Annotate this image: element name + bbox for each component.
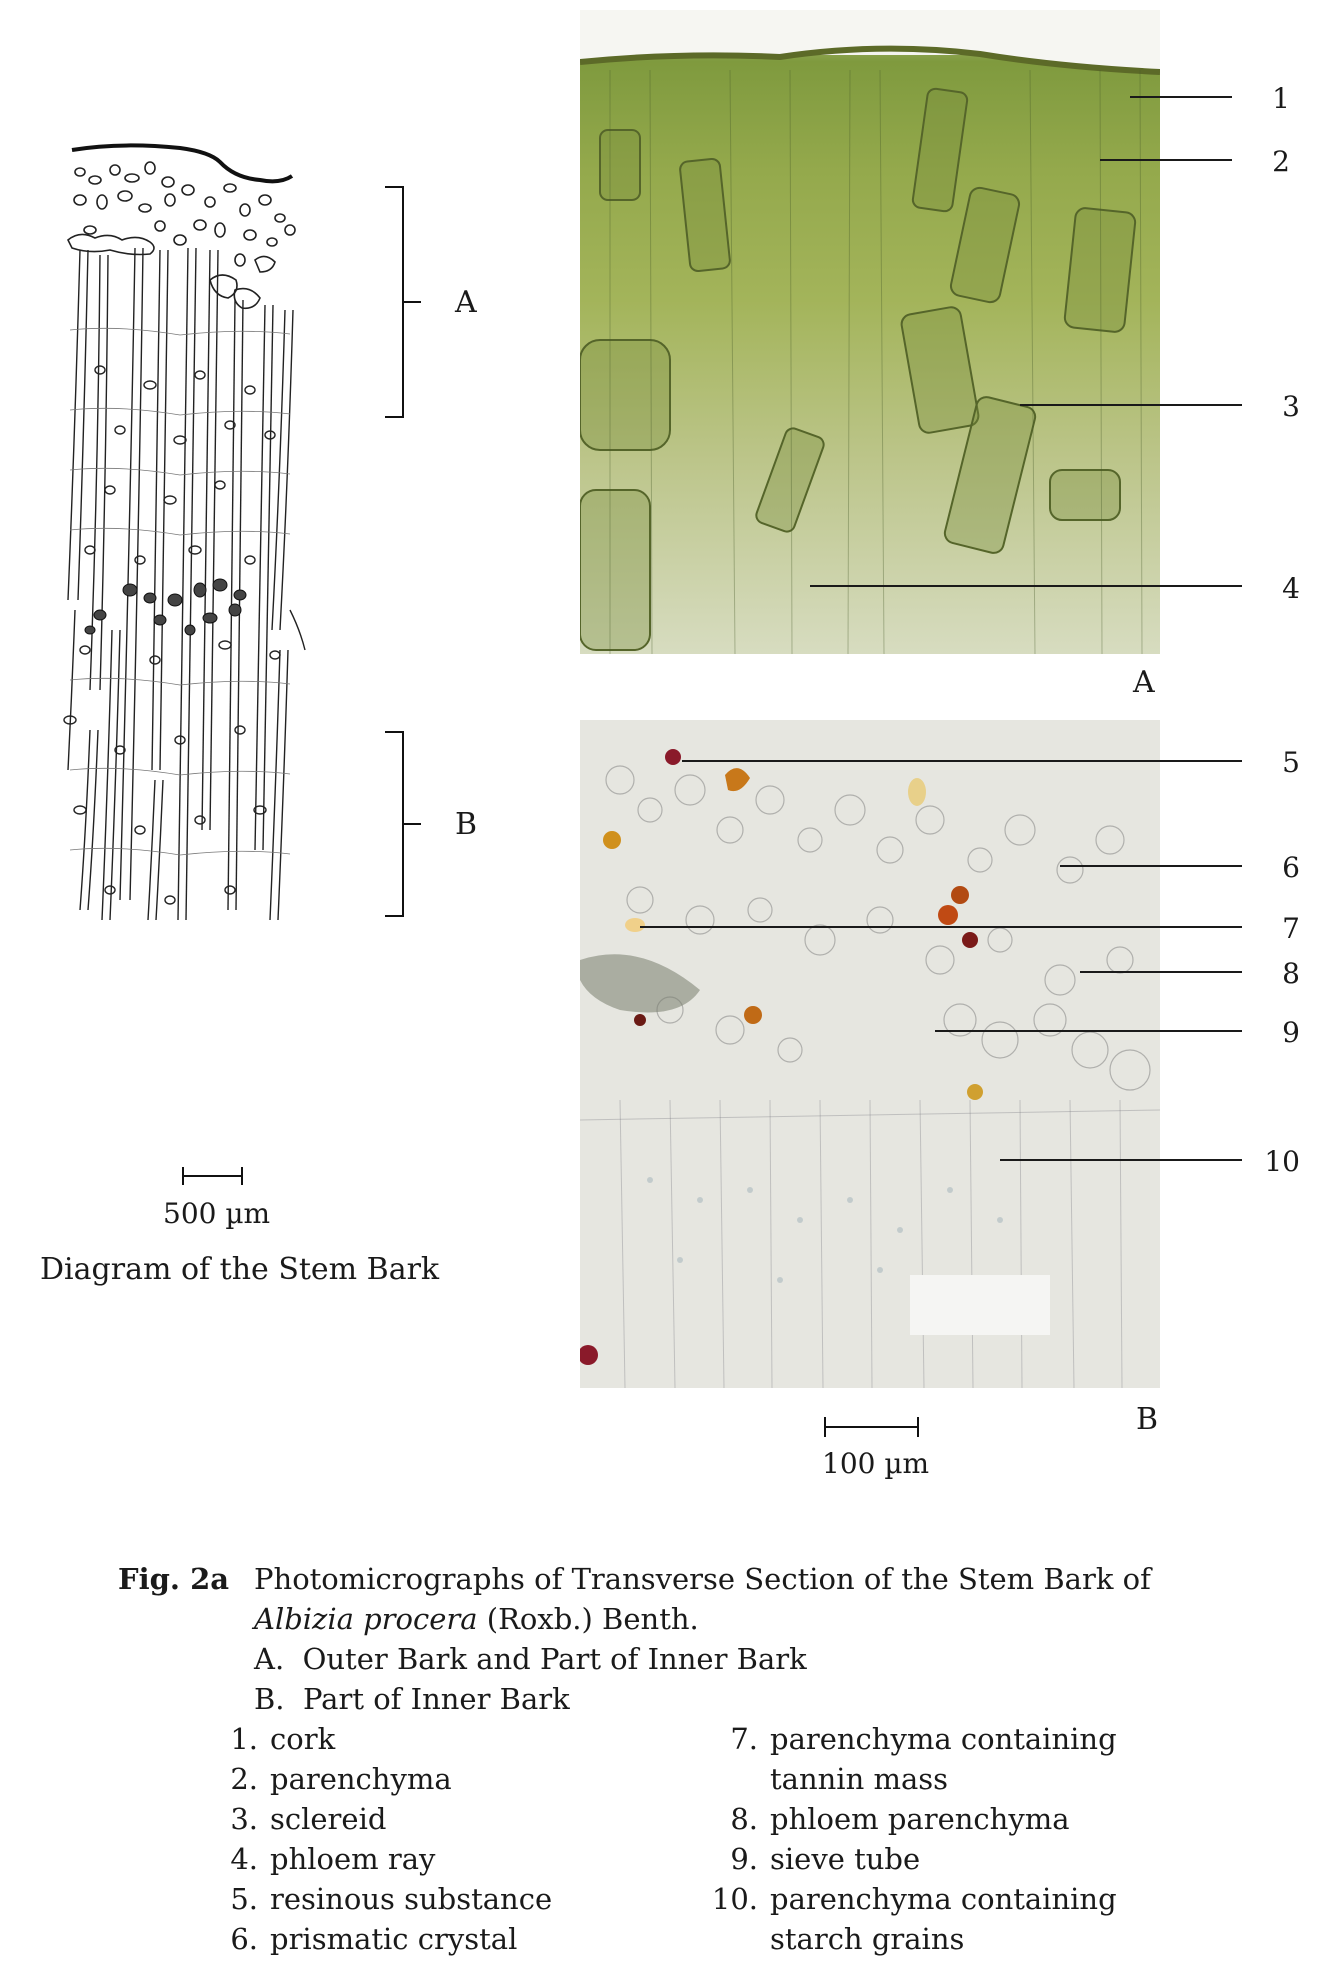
legend-text: parenchyma [270, 1762, 452, 1796]
legend-item [700, 1722, 1117, 1762]
legend-text: parenchyma containing [770, 1722, 1117, 1756]
leader-number-10: 10 [1264, 1145, 1300, 1178]
photo-b-label: B [1136, 1402, 1159, 1437]
photo-scale-bar [822, 1415, 922, 1439]
outer-bark-cells [68, 162, 295, 308]
legend-item-continuation: starch grains [770, 1922, 965, 1956]
photo-scale-label: 100 µm [822, 1447, 930, 1480]
leader-line-4 [810, 585, 1242, 587]
legend-item [200, 1882, 552, 1922]
bracket-b [385, 730, 455, 920]
leader-number-6: 6 [1282, 851, 1300, 884]
legend-num: 2. [230, 1762, 258, 1796]
leader-number-8: 8 [1282, 957, 1300, 990]
legend-num: 4. [230, 1842, 258, 1876]
leader-number-9: 9 [1282, 1016, 1300, 1049]
legend-item [200, 1922, 552, 1962]
legend-text: parenchyma containing [770, 1882, 1117, 1916]
species-authority: (Roxb.) Benth. [477, 1602, 699, 1636]
diagram-title: Diagram of the Stem Bark [40, 1252, 440, 1287]
legend-text: phloem parenchyma [770, 1802, 1070, 1836]
legend-item [700, 1842, 1117, 1882]
diagram-scale-label: 500 µm [163, 1197, 271, 1230]
legend-item [700, 1882, 1117, 1922]
leader-number-7: 7 [1282, 912, 1300, 945]
leader-number-3: 3 [1282, 390, 1300, 423]
leader-line-7 [640, 926, 1242, 928]
legend-num: 5. [230, 1882, 258, 1916]
stem-bark-diagram [60, 130, 390, 1180]
tannin-cells [85, 579, 246, 635]
species-name: Albizia procera [254, 1602, 478, 1636]
leader-number-5: 5 [1282, 746, 1300, 779]
legend-item [200, 1802, 552, 1842]
legend-num: 3. [230, 1802, 258, 1836]
legend-text: sieve tube [770, 1842, 921, 1876]
leader-line-2 [1100, 159, 1232, 161]
inner-bark-cells [64, 366, 280, 904]
legend-text: cork [270, 1722, 336, 1756]
leader-number-2: 2 [1272, 145, 1290, 178]
photo-a-label: A [1133, 665, 1155, 700]
legend-item [700, 1802, 1117, 1842]
legend-num: 8. [730, 1802, 758, 1836]
legend-item [200, 1762, 552, 1802]
leader-line-3 [1020, 404, 1242, 406]
diagram-scale-bar [180, 1165, 250, 1187]
legend-item [200, 1722, 552, 1762]
legend-item-continuation: tannin mass [770, 1762, 949, 1796]
figure-label: Fig. 2a [118, 1562, 230, 1596]
leader-line-10 [1000, 1159, 1242, 1161]
leader-number-1: 1 [1272, 82, 1290, 115]
photomicrograph-a [580, 10, 1160, 654]
leader-number-4: 4 [1282, 572, 1300, 605]
legend-text: phloem ray [270, 1842, 436, 1876]
caption-line-1: Photomicrographs of Transverse Section of the Stem Bark of [254, 1562, 1151, 1596]
legend-text: sclereid [270, 1802, 387, 1836]
photo-a-texture [580, 10, 1160, 654]
legend-item [200, 1842, 552, 1882]
legend-num: 6. [230, 1922, 258, 1956]
leader-line-6 [1060, 865, 1242, 867]
legend-num: 1. [230, 1722, 258, 1756]
legend-text: prismatic crystal [270, 1922, 518, 1956]
cork-outline [72, 145, 292, 181]
bracket-a [385, 185, 455, 425]
legend-num: 10. [711, 1882, 758, 1916]
leader-line-1 [1130, 96, 1232, 98]
bracket-b-label: B [455, 807, 478, 842]
caption-part-b: B. Part of Inner Bark [254, 1682, 570, 1716]
phloem-fibre-lines [68, 248, 305, 920]
leader-line-9 [935, 1030, 1242, 1032]
legend-right-column [700, 1722, 1117, 1962]
bracket-a-label: A [455, 285, 477, 320]
leader-line-5 [682, 760, 1242, 762]
legend-num: 7. [730, 1722, 758, 1756]
photomicrograph-b [580, 720, 1160, 1388]
caption-part-a: A. Outer Bark and Part of Inner Bark [254, 1642, 807, 1676]
leader-line-8 [1080, 971, 1242, 973]
legend-num: 9. [730, 1842, 758, 1876]
caption-species [254, 1602, 699, 1637]
photo-b-texture [580, 720, 1160, 1388]
legend-left-column [200, 1722, 552, 1962]
legend-text: resinous substance [270, 1882, 553, 1916]
